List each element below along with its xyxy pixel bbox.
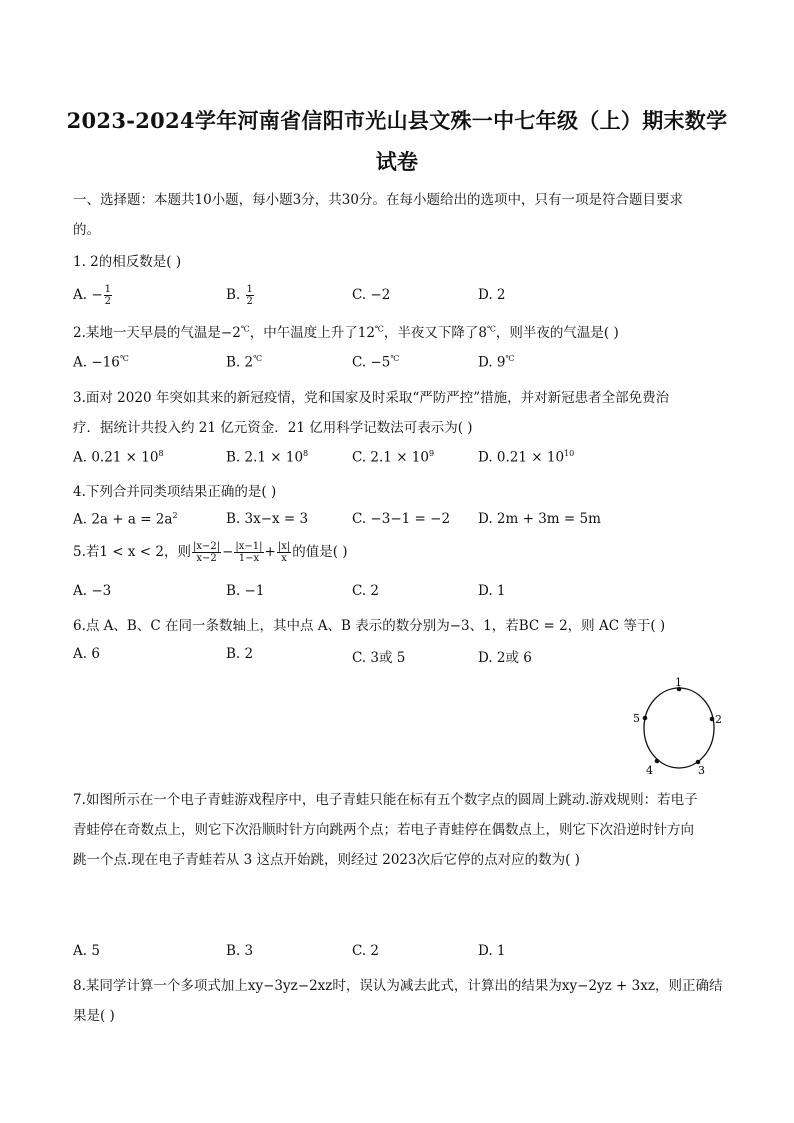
question-7-option-b: B. 3 <box>226 943 254 959</box>
fraction: $\frac{1}{2}$ <box>246 284 253 307</box>
section-heading-cont: 的。 <box>73 222 100 238</box>
question-7-stem: 7.如图所示在一个电子青蛙游戏程序中，电子青蛙只能在标有五个数字点的圆周上跳动.游戏规则：若电子 <box>73 792 698 808</box>
question-2-option-a: A. −16℃ <box>73 354 129 371</box>
question-7-stem-cont-2: 跳一个点.现在电子青蛙若从 3 这点开始跳，则经过 2023次后它停的点对应的数为( ) <box>73 852 580 868</box>
point-3-label: 3 <box>698 764 705 777</box>
question-1-option-d: D. 2 <box>478 287 506 303</box>
point-5-label: 5 <box>633 712 640 725</box>
question-2-stem: 2.某地一天早晨的气温是−2℃，中午温度上升了12℃，半夜又下降了8℃，则半夜的气温是( ) <box>73 324 619 341</box>
fraction: $\frac{|x|}{x}$ <box>277 541 291 564</box>
question-5-option-b: B. −1 <box>226 583 265 599</box>
fraction: $\frac{|x-2|}{x-2}$ <box>192 541 221 564</box>
question-3-stem: 3.面对 2020 年突如其来的新冠疫情，党和国家及时采取“严防严控”措施，并对新冠患者全部免费治 <box>73 390 670 406</box>
fraction: $\frac{1}{2}$ <box>104 284 112 307</box>
question-6-option-a: A. 6 <box>73 646 100 662</box>
question-5-option-a: A. −3 <box>73 583 112 599</box>
question-1-option-c: C. −2 <box>352 287 391 303</box>
question-7-option-d: D. 1 <box>478 943 506 959</box>
question-1-stem: 1. 2的相反数是( ) <box>73 254 182 270</box>
point-2-dot <box>710 717 715 722</box>
question-2-option-b: B. 2℃ <box>226 354 263 371</box>
question-4-option-a: A. $2a + a = 2a^2$ <box>73 511 178 528</box>
exam-title-line2: 试卷 <box>375 149 419 174</box>
point-5-dot <box>643 716 648 721</box>
question-4-option-c: C. −3−1 = −2 <box>352 511 451 527</box>
question-5-stem: 5.若1 < x < 2，则 $\frac{|x-2|}{x-2}$ − $\frac{|x-1|}{1-x}$ + $\frac{|x|}{x}$ 的值是( ) <box>73 541 348 564</box>
point-2-label: 2 <box>715 713 722 726</box>
question-4-option-b: B. 3x−x = 3 <box>226 511 309 527</box>
question-5-option-c: C. 2 <box>352 583 380 599</box>
exam-title-line1: 2023-2024学年河南省信阳市光山县文殊一中七年级（上）期末数学 <box>66 108 728 133</box>
question-3-option-d: D. $0.21 \times 10^{10}$ <box>478 449 575 466</box>
question-5-option-d: D. 1 <box>478 583 506 599</box>
frog-circle-figure <box>628 674 728 780</box>
point-1-label: 1 <box>675 676 682 689</box>
question-3-stem-cont: 疗．据统计共投入约 21 亿元资金．21 亿用科学记数法可表示为( ) <box>73 420 473 436</box>
question-2-option-c: C. −5℃ <box>352 354 400 371</box>
question-8-stem-cont: 果是( ) <box>73 1008 115 1024</box>
question-8-stem: 8.某同学计算一个多项式加上xy−3yz−2xz时，误认为减去此式，计算出的结果为xy−2yz + 3xz，则正确结 <box>73 978 723 994</box>
section-heading: 一、选择题：本题共10小题，每小题3分，共30分。在每小题给出的选项中，只有一项是符合题目要求 <box>73 192 683 208</box>
point-4-dot <box>655 759 660 764</box>
question-1-option-a: A. − $\frac{1}{2}$ <box>73 284 112 307</box>
question-7-stem-cont: 青蛙停在奇数点上，则它下次沿顺时针方向跳两个点；若电子青蛙停在偶数点上，则它下次沿逆时针方向 <box>73 822 694 838</box>
question-3-option-a: A. $0.21 \times 10^8$ <box>73 449 164 466</box>
question-6-option-c: C. 3或 5 <box>352 650 406 666</box>
fraction: $\frac{|x-1|}{1-x}$ <box>235 541 263 564</box>
question-2-option-d: D. 9℃ <box>478 354 515 371</box>
question-7-option-c: C. 2 <box>352 943 380 959</box>
point-4-label: 4 <box>646 764 653 777</box>
question-3-option-c: C. $2.1 \times 10^9$ <box>352 449 435 466</box>
question-6-stem: 6.点 A、B、C 在同一条数轴上，其中点 A、B 表示的数分别为−3、1，若BC = 2，则 AC 等于( ) <box>73 618 666 634</box>
question-7-option-a: A. 5 <box>73 943 100 959</box>
question-4-stem: 4.下列合并同类项结果正确的是( ) <box>73 484 277 500</box>
question-1-option-b: B. $\frac{1}{2}$ <box>226 284 253 307</box>
question-6-option-b: B. 2 <box>226 646 254 662</box>
circle-outline <box>644 688 714 768</box>
question-4-option-d: D. 2m + 3m = 5m <box>478 511 601 527</box>
question-3-option-b: B. $2.1 \times 10^8$ <box>226 449 309 466</box>
question-6-option-d: D. 2或 6 <box>478 650 532 666</box>
